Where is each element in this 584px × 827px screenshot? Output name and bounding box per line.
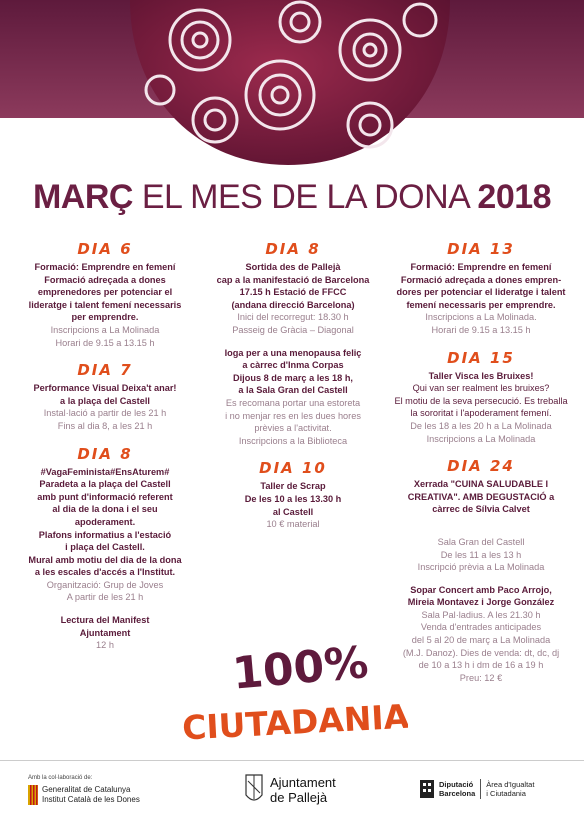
- day-heading: DIA 10: [259, 459, 327, 478]
- event-text-line: Preu: 12 €: [459, 672, 503, 683]
- event-text-line: De les 18 a les 20 h a La Molinada: [410, 420, 552, 431]
- ajuntament-line2: de Pallejà: [270, 790, 328, 805]
- event-text-line: Xerrada "CUINA SALUDABLE I: [413, 479, 549, 490]
- event-text-line: Passeig de Gràcia – Diagonal: [232, 324, 354, 335]
- event-text-line: per emprendre.: [71, 312, 139, 323]
- event-text-line: 12 h: [96, 640, 114, 651]
- event-block: [388, 349, 574, 446]
- day-heading: DIA 8: [77, 444, 133, 463]
- event-block: [200, 240, 386, 447]
- tag-line1: 100%: [230, 637, 371, 700]
- event-text-line: Taller de Scrap: [260, 481, 326, 492]
- event-text-line: Es recomana portar una estoreta: [225, 397, 361, 408]
- column-2: [200, 240, 386, 543]
- event-text-line: Sala Pal·ladius. A les 21.30 h: [421, 609, 541, 620]
- event-text-line: Organització: Grup de Joves: [46, 579, 164, 590]
- event-text-line: Lectura del Manifest: [60, 615, 150, 626]
- day-heading: DIA 24: [447, 457, 515, 476]
- event-text-line: (andana direcció Barcelona): [231, 299, 355, 310]
- event-text-line: De les 10 a les 13.30 h: [244, 493, 342, 504]
- event-text-line: emprenedores per potenciar el: [37, 287, 173, 298]
- event-text-line: apoderament.: [74, 516, 136, 527]
- spacer: [388, 516, 574, 526]
- event-text-line: la sororitat i l'apoderament femení.: [410, 408, 552, 419]
- page-title: [0, 178, 584, 217]
- column-1: [12, 240, 198, 664]
- diputacio-line2: Barcelona: [439, 789, 476, 798]
- event-text-line: CREATIVA". AMB DEGUSTACIÓ a: [407, 491, 555, 502]
- event-text-line: Inscripció prèvia a La Molinada: [417, 562, 545, 573]
- area-line1: Àrea d'Igualtat: [486, 780, 535, 789]
- title-year: 2018: [477, 178, 552, 216]
- event-block: [388, 457, 574, 684]
- event-block: [12, 445, 198, 652]
- event-text-line: Sopar Concert amb Paco Arrojo,: [410, 584, 552, 595]
- pallejà-shield-icon: [244, 773, 264, 807]
- event-text-line: 17.15 h Estació de FFCC: [239, 287, 347, 298]
- event-text-line: A partir de les 21 h: [66, 592, 144, 603]
- event-text-line: Dijous 8 de març a les 18 h,: [232, 372, 353, 383]
- day-heading: DIA 8: [265, 240, 321, 258]
- event-text-line: Taller Visca les Bruixes!: [428, 370, 534, 381]
- event-text-line: Formació adreçada a dones: [44, 274, 166, 285]
- title-marc: MARÇ: [32, 178, 133, 216]
- event-text-line: Fins al dia 8, a les 21 h: [57, 420, 153, 431]
- event-text-line: Horari de 9.15 a 13.15 h: [55, 337, 155, 348]
- event-text-line: De les 11 a les 13 h: [440, 549, 522, 560]
- event-text-line: Venda d'entrades anticipades: [420, 622, 542, 633]
- event-text-line: Formació: Emprendre en femení: [410, 262, 552, 272]
- event-text-line: a les escales d'accés a l'Institut.: [34, 567, 176, 578]
- event-block: [388, 240, 574, 337]
- event-text-line: Sortida des de Pallejà: [245, 262, 341, 272]
- day-heading: DIA 6: [77, 240, 133, 258]
- column-3: [388, 240, 574, 696]
- diputacio-logo: [420, 779, 580, 799]
- event-text-line: Sala Gran del Castell: [437, 536, 525, 547]
- event-text-line: Performance Visual Deixa't anar!: [33, 383, 177, 394]
- day-heading: DIA 15: [447, 348, 515, 367]
- event-text-line: i plaça del Castell.: [65, 542, 145, 553]
- event-text-line: Formació adreçada a dones empren-: [400, 274, 562, 285]
- event-text-line: Inscripcions a La Molinada: [426, 433, 536, 444]
- area-line2: i Ciutadania: [486, 789, 526, 798]
- event-text-line: del 5 al 20 de març a La Molinada: [411, 635, 551, 646]
- event-text-line: Horari de 9.15 a 13.15 h: [431, 324, 531, 335]
- event-text-line: (M.J. Danoz). Dies de venda: dt, dc, dj: [402, 647, 560, 658]
- event-text-line: Inici del recorregut: 18.30 h: [237, 312, 349, 323]
- ajuntament-logo: [244, 773, 374, 813]
- event-text-line: a la plaça del Castell: [60, 395, 150, 406]
- event-text-line: Instal·lació a partir de les 21 h: [43, 408, 167, 419]
- event-text-line: lideratge i talent femení necessaris: [28, 299, 182, 310]
- title-subtitle: EL MES DE LA DONA: [141, 178, 469, 216]
- event-text-line: càrrec de Sílvia Calvet: [432, 504, 530, 515]
- event-block: [12, 240, 198, 349]
- decorative-sphere-illustration: [0, 0, 584, 170]
- event-block: [12, 361, 198, 432]
- footer: [0, 760, 584, 827]
- spacer: [200, 337, 386, 347]
- event-text-line: Ajuntament: [79, 627, 131, 638]
- ajuntament-line1: Ajuntament: [270, 775, 336, 790]
- event-text-line: 10 € material: [266, 519, 320, 530]
- event-text-line: El motiu de la seva persecució. Es treballa: [394, 395, 568, 406]
- event-text-line: amb punt d'informació referent: [37, 491, 173, 502]
- diputacio-line1: Diputació: [439, 780, 474, 789]
- event-text-line: Qui van ser realment les bruixes?: [412, 383, 550, 394]
- event-text-line: prèvies a l'activitat.: [254, 423, 332, 434]
- event-text-line: dores per potenciar el lideratge i talent: [396, 287, 566, 298]
- event-text-line: Mural amb motiu del dia de la dona: [28, 554, 182, 565]
- event-text-line: Ioga per a una menopausa feliç: [224, 347, 362, 358]
- generalitat-flag-icon: [28, 785, 38, 805]
- diputacio-icon: [420, 780, 434, 798]
- generalitat-name: Generalitat de Catalunya: [42, 785, 131, 794]
- event-text-line: Inscripcions a La Molinada.: [425, 312, 537, 323]
- event-text-line: Paradeta a la plaça del Castell: [39, 479, 171, 490]
- event-text-line: cap a la manifestació de Barcelona: [216, 274, 370, 285]
- event-text-line: Plafons informatius a l'estació: [38, 529, 172, 540]
- event-block: [200, 459, 386, 530]
- spacer: [388, 574, 574, 584]
- spacer: [388, 526, 574, 536]
- event-text-line: a càrrec d'Inma Corpas: [242, 360, 344, 371]
- event-text-line: Mireia Montavez i Jorge González: [407, 597, 555, 608]
- hero-banner: [0, 0, 584, 170]
- event-text-line: Inscripcions a La Molinada: [50, 324, 160, 335]
- event-text-line: al Castell: [272, 506, 314, 517]
- event-text-line: Formació: Emprendre en femení: [34, 262, 176, 272]
- event-text-line: Inscripcions a la Biblioteca: [238, 435, 348, 446]
- generalitat-logo-block: [28, 775, 178, 805]
- institut-name: Institut Català de les Dones: [42, 795, 140, 804]
- spacer: [12, 604, 198, 614]
- event-text-line: femení necessaris per emprendre.: [406, 299, 556, 310]
- tag-line2: CIUTADANIA: [181, 696, 408, 746]
- event-text-line: al dia de la dona i el seu: [52, 504, 158, 515]
- event-text-line: i no menjar res en les dues hores: [225, 410, 361, 421]
- day-heading: DIA 13: [447, 240, 515, 258]
- ciutadania-tag: [178, 636, 408, 746]
- event-text-line: #VagaFeminista#EnsAturem#: [40, 466, 170, 477]
- collab-label: Amb la col·laboració de:: [28, 775, 93, 781]
- event-text-line: de 10 a 13 h i dm de 16 a 19 h: [418, 660, 544, 671]
- day-heading: DIA 7: [77, 361, 133, 380]
- event-text-line: a la Sala Gran del Castell: [238, 385, 348, 396]
